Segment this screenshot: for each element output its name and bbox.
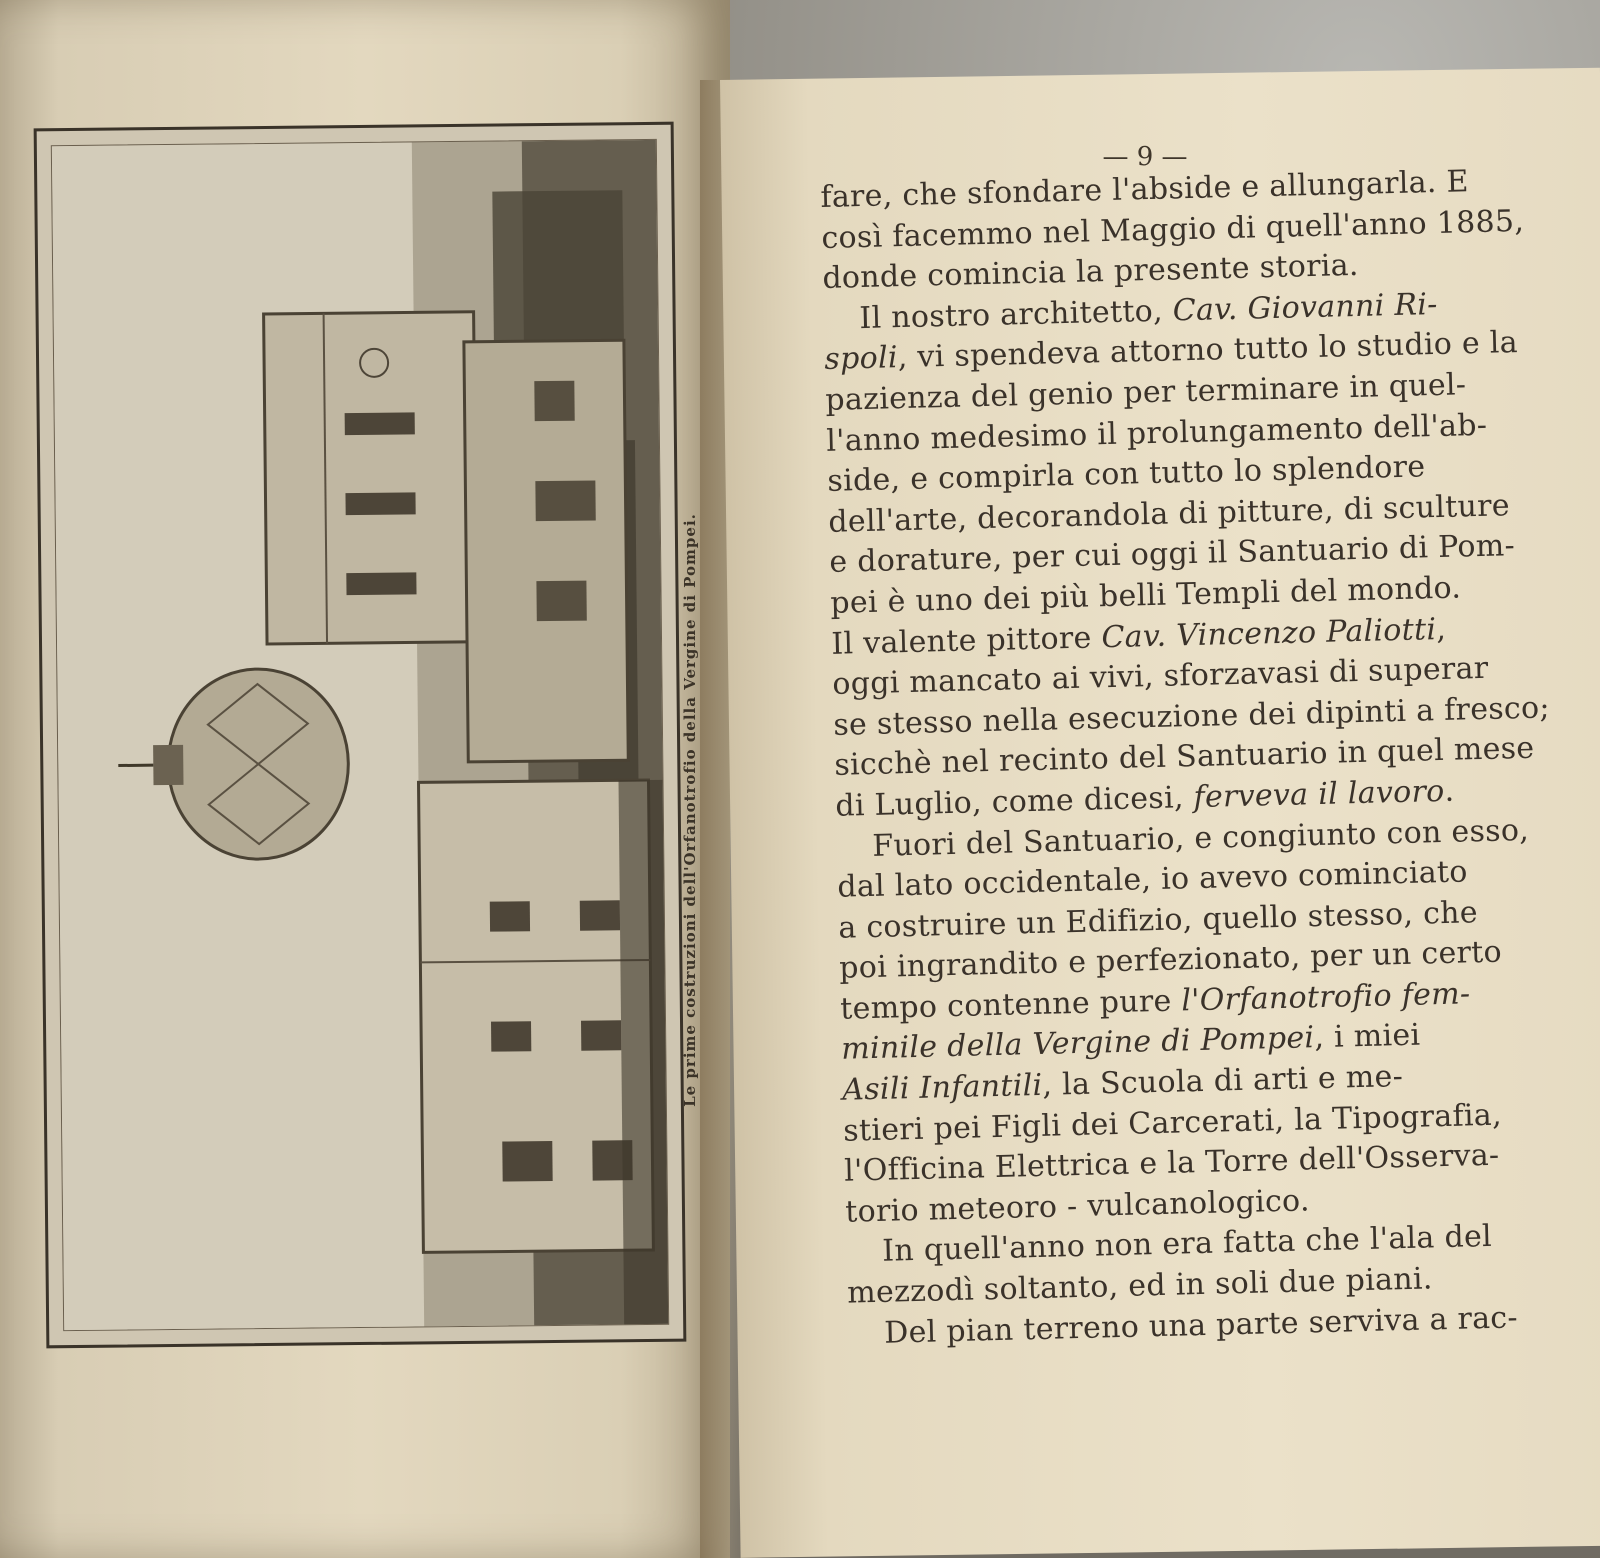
text-segment: torio meteoro - vulcanologico.: [844, 1183, 1311, 1230]
italic-text-segment: spoli: [824, 340, 899, 378]
text-segment: l'anno medesimo il prolungamento dell'ab-: [825, 407, 1488, 459]
text-segment: pazienza del genio per terminare in quel-: [825, 367, 1467, 418]
text-segment: oggi mancato ai vivi, sforzavasi di superar: [831, 650, 1489, 702]
text-segment: pei è uno dei più belli Templi del mondo.: [829, 570, 1462, 621]
photo-caption: Le prime costruzioni dell'Orfanotrofio della Vergine di Pompei.: [681, 513, 699, 1107]
text-segment: sicchè nel recinto del Santuario in quel mese: [833, 731, 1535, 784]
text-segment: Fuori del Santuario, e congiunto con esso,: [871, 812, 1530, 864]
text-segment: Il nostro architetto,: [859, 293, 1174, 336]
italic-text-segment: ferveva il lavoro: [1193, 773, 1445, 815]
text-segment: poi ingrandito e perfezionato, per un certo: [838, 934, 1503, 987]
page-number: — 9 —: [1102, 142, 1188, 172]
text-segment: side, e compirla con tutto lo splendore: [826, 449, 1426, 500]
left-page: [0, 0, 730, 1558]
text-segment: donde comincia la presente storia.: [822, 248, 1360, 297]
text-segment: a costruire un Edifizio, quello stesso, che: [837, 894, 1479, 946]
text-segment: , vi spendeva attorno tutto lo studio e la: [897, 325, 1519, 376]
text-segment: così facemmo nel Maggio di quell'anno 1885,: [821, 203, 1525, 256]
text-segment: Del pian terreno una parte serviva a rac-: [883, 1299, 1519, 1351]
text-segment: dal lato occidentale, io avevo cominciato: [836, 854, 1469, 905]
text-segment: e dorature, per cui oggi il Santuario di Pom-: [828, 528, 1516, 581]
text-segment: fare, che sfondare l'abside e allungarla. E: [820, 164, 1470, 215]
text-segment: stieri pei Figli dei Carcerati, la Tipografia,: [842, 1097, 1503, 1149]
italic-text-segment: Cav. Giovanni Ri-: [1172, 286, 1439, 329]
italic-text-segment: Asili Infantili: [841, 1067, 1043, 1108]
text-segment: , la Scuola di arti e me-: [1042, 1059, 1404, 1103]
church-photo-icon: [51, 139, 669, 1331]
text-segment: l'Officina Elettrica e la Torre dell'Osserva-: [843, 1137, 1500, 1189]
text-segment: ,: [1435, 611, 1447, 647]
text-segment: .: [1444, 773, 1455, 809]
italic-text-segment: Cav. Vincenzo Paliotti: [1101, 611, 1437, 655]
italic-text-segment: l'Orfanotrofio fem-: [1180, 976, 1471, 1019]
text-segment: , i miei: [1313, 1018, 1421, 1056]
text-segment: dell'arte, decorandola di pitture, di sculture: [827, 487, 1511, 540]
text-segment: In quell'anno non era fatta che l'ala del: [881, 1219, 1493, 1270]
body-text: [820, 162, 1551, 1355]
italic-text-segment: minile della Vergine di Pompei: [840, 1020, 1315, 1068]
text-segment: mezzodì soltanto, ed in soli due piani.: [846, 1261, 1434, 1311]
text-segment: Il valente pittore: [830, 619, 1102, 662]
text-segment: tempo contenne pure: [839, 983, 1182, 1027]
photo-plate: [34, 122, 687, 1349]
text-segment: di Luglio, come dicesi,: [834, 779, 1195, 824]
text-segment: se stesso nella esecuzione dei dipinti a fresco;: [832, 690, 1551, 743]
